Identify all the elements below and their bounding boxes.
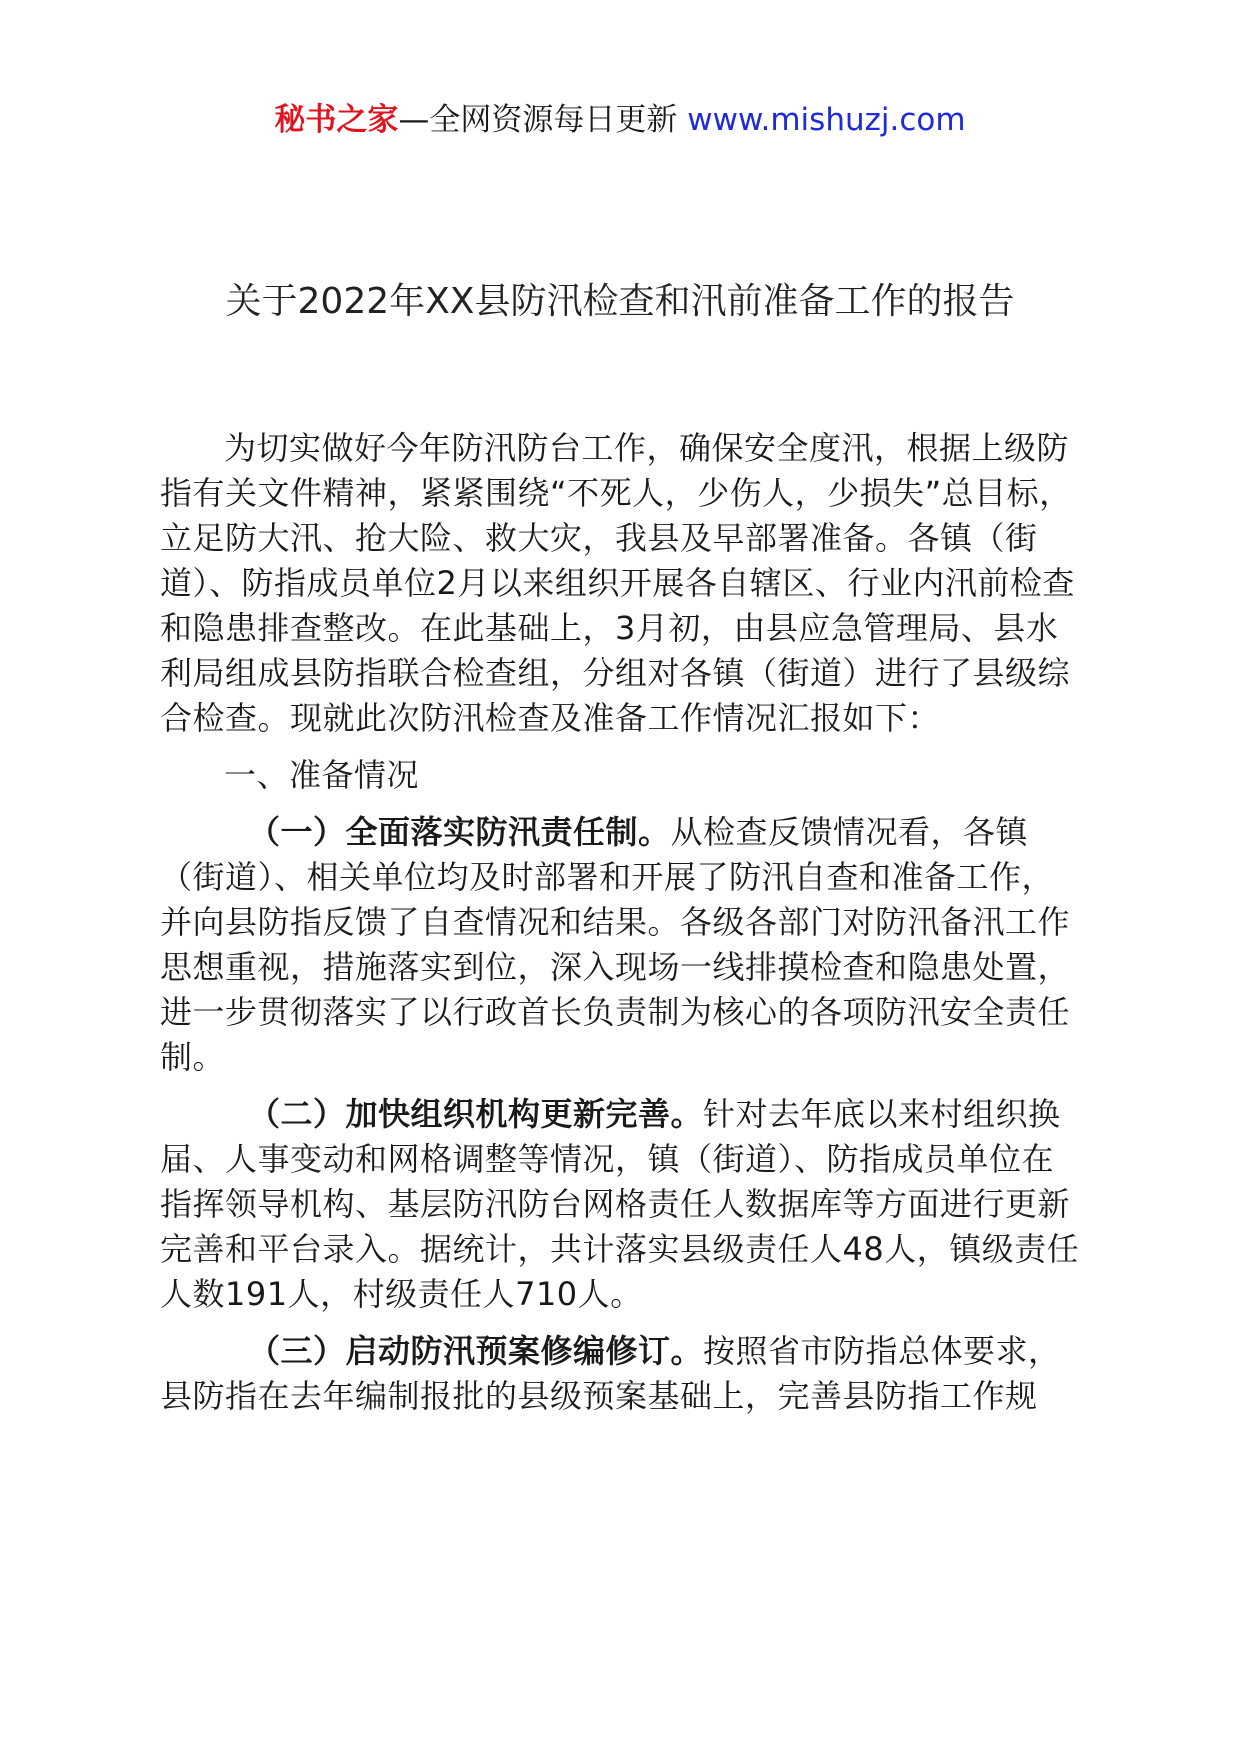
- section-body-1: 从检查反馈情况看，各镇（街道）、相关单位均及时部署和开展了防汛自查和准备工作，并向县防指反馈了自查情况和结果。各级各部门对防汛备汛工作思想重视，措施落实到位，深入现场一线排摸检查和隐患处置，进一步贯彻落实了以行政首长负责制为核心的各项防汛安全责任制。: [160, 813, 1071, 1076]
- intro-paragraph: 为切实做好今年防汛防台工作，确保安全度汛，根据上级防指有关文件精神，紧紧围绕“不死人，少伤人，少损失”总目标，立足防大汛、抢大险、救大灾，我县及早部署准备。各镇（街道）、防指成员单位2月以来组织开展各自辖区、行业内汛前检查和隐患排查整改。在此基础上，3月初，由县应急管理局、县水利局组成县防指联合检查组，分组对各镇（街道）进行了县级综合检查。现就此次防汛检查及准备工作情况汇报如下：: [160, 429, 1075, 737]
- document-title: 关于2022年XX县防汛检查和汛前准备工作的报告: [225, 281, 1015, 322]
- section-body-2: 针对去年底以来村组织换届、人事变动和网格调整等情况，镇（街道）、防指成员单位在指挥领导机构、基层防汛防台网格责任人数据库等方面进行更新完善和平台录入。据统计，共计落实县级责任人48人，镇级责任人数191人，村级责任人710人。: [160, 1095, 1080, 1313]
- document-body: [160, 426, 1082, 1431]
- section-lead-1: （一）全面落实防汛责任制。: [248, 813, 671, 851]
- site-brand: 秘书之家: [274, 102, 399, 138]
- site-slogan: —全网资源每日更新: [398, 102, 688, 138]
- site-header: [0, 100, 1240, 140]
- site-url-link[interactable]: www.mishuzj.com: [687, 102, 966, 138]
- section-heading: 一、准备情况: [224, 756, 420, 794]
- section-lead-2: （二）加快组织机构更新完善。: [248, 1095, 704, 1133]
- section-body-3: 按照省市防指总体要求，县防指在去年编制报批的县级预案基础上，完善县防指工作规: [160, 1332, 1061, 1415]
- section-paragraph-3: [160, 1329, 1082, 1419]
- section-paragraph-2: [160, 1092, 1082, 1317]
- section-paragraph-1: [160, 810, 1082, 1080]
- section-lead-3: （三）启动防汛预案修编修订。: [248, 1332, 704, 1370]
